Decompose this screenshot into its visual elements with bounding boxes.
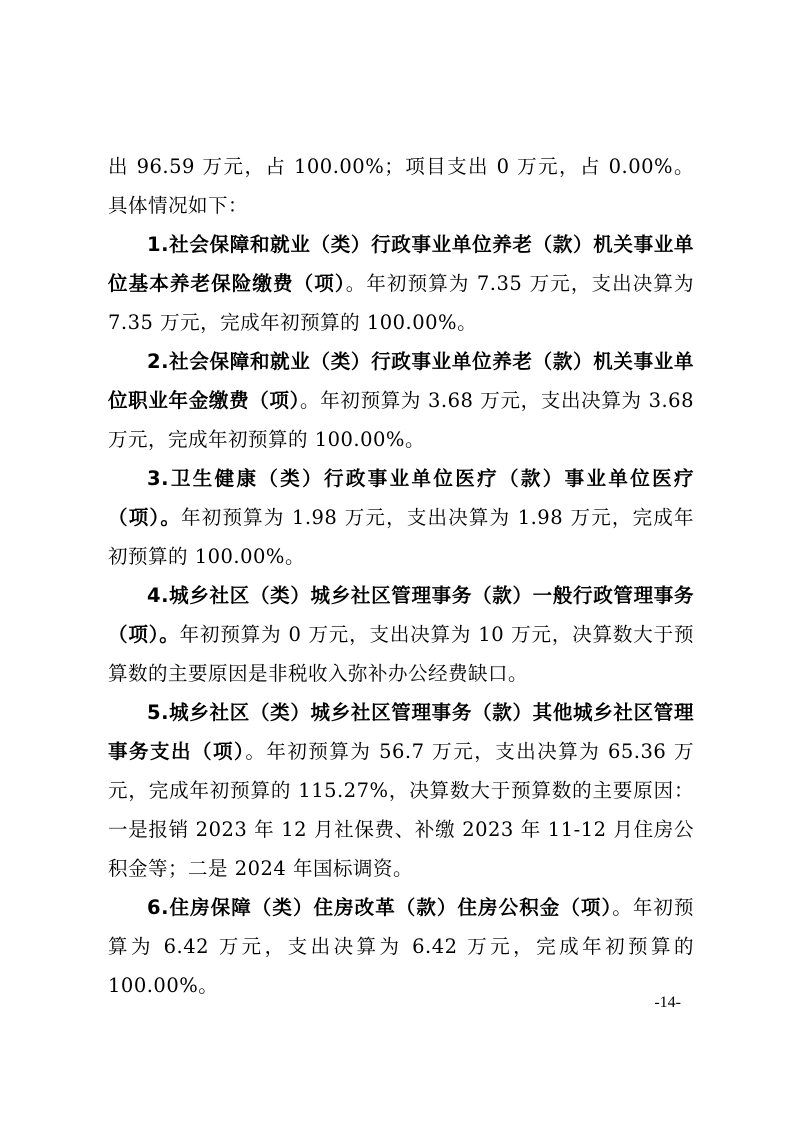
item-heading-3: 3.卫生健康（类）行政事业单位医疗（款）事业单位医疗（项）。 <box>108 467 694 529</box>
page-number: -14- <box>654 994 681 1011</box>
item-body-5: 。年初预算为 56.7 万元，支出决算为 65.36 万元，完成年初预算的 115.27%，决算数大于预算数的主要原因：一是报销 2023 年 12 月社保费、补缴 2023 年 11-12 月住房公积金等；二是 2024 年国标调资。 <box>108 740 694 880</box>
item-heading-1: 1.社会保障和就业（类）行政事业单位养老（款）机关事业单位基本养老保险缴费（项） <box>108 233 694 295</box>
item-heading-2: 2.社会保障和就业（类）行政事业单位养老（款）机关事业单位职业年金缴费（项） <box>108 350 694 412</box>
document-page <box>108 147 694 1005</box>
item-body-3: 年初预算为 1.98 万元，支出决算为 1.98 万元，完成年初预算的 100.00%。 <box>108 506 694 568</box>
item-heading-4: 4.城乡社区（类）城乡社区管理事务（款）一般行政管理事务（项）。 <box>108 584 694 646</box>
item-paragraph-1 <box>108 225 694 342</box>
item-body-2: 。年初预算为 3.68 万元，支出决算为 3.68 万元，完成年初预算的 100.00%。 <box>108 389 694 451</box>
item-paragraph-2 <box>108 342 694 459</box>
intro-paragraph: 出 96.59 万元，占 100.00%；项目支出 0 万元，占 0.00%。具体情况如下： <box>108 155 694 217</box>
item-paragraph-6 <box>108 888 694 1005</box>
item-paragraph-3 <box>108 459 694 576</box>
item-paragraph-5 <box>108 693 694 888</box>
item-paragraph-4 <box>108 576 694 693</box>
item-body-1: 。年初预算为 7.35 万元，支出决算为 7.35 万元，完成年初预算的 100.00%。 <box>108 272 694 334</box>
item-heading-6: 6.住房保障（类）住房改革（款）住房公积金（项） <box>147 896 613 919</box>
item-heading-5: 5.城乡社区（类）城乡社区管理事务（款）其他城乡社区管理事务支出（项） <box>108 701 694 763</box>
item-body-4: 年初预算为 0 万元，支出决算为 10 万元，决算数大于预算数的主要原因是非税收入弥补办公经费缺口。 <box>108 623 694 685</box>
item-body-6: 。年初预算为 6.42 万元，支出决算为 6.42 万元，完成年初预算的 100.00%。 <box>108 896 694 997</box>
